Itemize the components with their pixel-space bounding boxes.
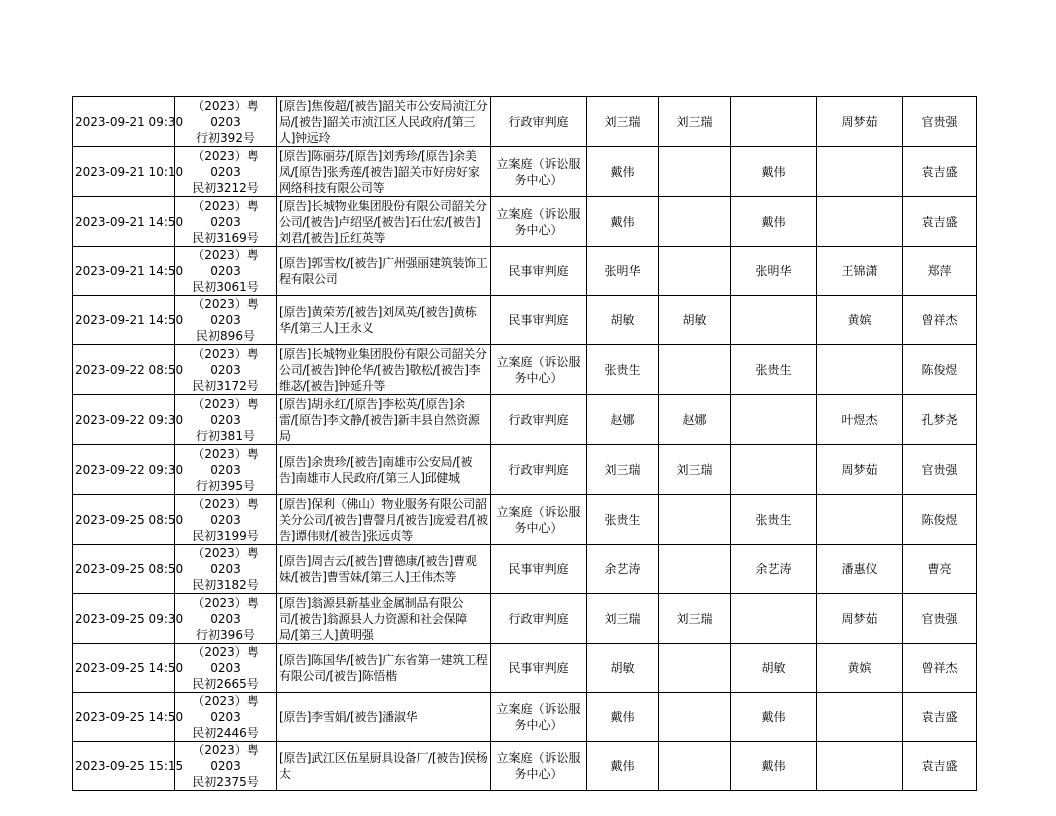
case-number-cell (175, 296, 277, 345)
parties-cell (277, 197, 491, 247)
case-number-line: 民初2375号 (192, 775, 259, 789)
tribunal-cell (491, 296, 587, 345)
case-number-cell (175, 197, 277, 247)
judge-cell (587, 742, 659, 791)
assistant-text: 周梦茹 (841, 462, 878, 477)
judge-cell (587, 197, 659, 247)
case-number-cell (175, 545, 277, 594)
assistant-judge-cell (731, 296, 817, 345)
parties-text: [原告]黄荣芳/[被告]刘凤英/[被告]黄栋华/[第三人]王永义 (279, 305, 477, 335)
case-number-line: 民初2665号 (192, 677, 259, 691)
assistant-judge-cell (731, 742, 817, 791)
tribunal-text: 民事审判庭 (508, 264, 569, 278)
hearing-time-cell (73, 742, 184, 791)
parties-cell (277, 395, 491, 445)
clerk-text: 官贵强 (921, 611, 958, 626)
assistant-cell (817, 345, 903, 395)
hearing-time-text: 2023-09-22 09:30 (75, 462, 184, 477)
assistant-cell (817, 594, 903, 644)
clerk-cell (903, 445, 977, 495)
parties-text: [原告]余贵珍/[被告]南雄市公安局/[被告]南雄市人民政府/[第三人]邱健城 (279, 454, 473, 485)
clerk-cell (903, 97, 977, 147)
clerk-text: 曾祥杰 (921, 313, 958, 327)
table-row (73, 495, 977, 545)
parties-cell (277, 742, 491, 791)
clerk-cell (903, 644, 977, 693)
case-number-cell (175, 693, 277, 742)
clerk-cell (903, 545, 977, 594)
assistant-judge-cell (731, 693, 817, 742)
hearing-time-text: 2023-09-22 09:30 (75, 412, 184, 427)
presiding-judge-cell (659, 545, 731, 594)
presiding-judge-cell (659, 594, 731, 644)
table-row (73, 197, 977, 247)
presiding-judge-cell (659, 693, 731, 742)
clerk-text: 袁吉盛 (921, 214, 958, 229)
judge-text: 戴伟 (610, 164, 635, 179)
clerk-cell (903, 594, 977, 644)
case-number-line: （2023）粤0203 (192, 496, 259, 527)
case-number-line: 民初3199号 (192, 528, 259, 543)
hearing-time-cell (73, 495, 184, 545)
hearing-time-cell (73, 545, 184, 594)
presiding-judge-cell (659, 147, 731, 197)
hearing-time-cell (73, 247, 184, 296)
assistant-judge-text: 戴伟 (761, 710, 786, 724)
parties-cell (277, 97, 491, 147)
assistant-judge-cell (731, 147, 817, 197)
assistant-text: 黄嫔 (847, 313, 872, 327)
presiding-judge-cell (659, 197, 731, 247)
clerk-cell (903, 197, 977, 247)
tribunal-cell (491, 97, 587, 147)
hearing-time-text: 2023-09-21 09:30 (75, 114, 184, 129)
table-row (73, 644, 977, 693)
clerk-cell (903, 693, 977, 742)
assistant-judge-text: 戴伟 (761, 164, 786, 179)
assistant-text: 周梦茹 (841, 114, 878, 129)
hearing-time-text: 2023-09-25 08:50 (75, 562, 184, 576)
assistant-judge-text: 戴伟 (761, 214, 786, 229)
case-number-cell (175, 345, 277, 395)
parties-text: [原告]胡永红/[原告]李松英/[原告]余雷/[原告]李文静/[被告]新丰县自然资源局 (279, 396, 480, 443)
table-row (73, 296, 977, 345)
case-number-line: （2023）粤0203 (192, 248, 259, 278)
table-row (73, 345, 977, 395)
case-number-line: （2023）粤0203 (192, 595, 259, 626)
judge-cell (587, 594, 659, 644)
assistant-judge-cell (731, 594, 817, 644)
presiding-judge-cell (659, 395, 731, 445)
case-number-line: 民初3172号 (192, 378, 259, 393)
presiding-judge-text: 胡敏 (682, 313, 707, 327)
judge-cell (587, 345, 659, 395)
assistant-judge-cell (731, 345, 817, 395)
judge-text: 余艺涛 (604, 562, 641, 576)
parties-text: [原告]周吉云/[被告]曹德康/[被告]曹观妹/[被告]曹雪妹/[第三人]王伟杰等 (279, 554, 477, 584)
presiding-judge-cell (659, 644, 731, 693)
parties-cell (277, 693, 491, 742)
judge-cell (587, 445, 659, 495)
judge-text: 胡敏 (610, 661, 635, 675)
clerk-text: 袁吉盛 (921, 759, 958, 773)
case-number-cell (175, 97, 277, 147)
case-number-line: （2023）粤0203 (192, 743, 259, 773)
hearing-time-cell (73, 345, 184, 395)
assistant-text: 黄嫔 (847, 661, 872, 675)
judge-text: 胡敏 (610, 313, 635, 327)
tribunal-cell (491, 742, 587, 791)
tribunal-text: 行政审判庭 (508, 462, 569, 477)
tribunal-cell (491, 197, 587, 247)
judge-text: 戴伟 (610, 759, 635, 773)
parties-cell (277, 594, 491, 644)
assistant-cell (817, 97, 903, 147)
assistant-judge-cell (731, 97, 817, 147)
case-number-line: （2023）粤0203 (192, 148, 259, 179)
judge-text: 戴伟 (610, 214, 635, 229)
table-row (73, 545, 977, 594)
assistant-judge-cell (731, 247, 817, 296)
case-number-line: （2023）粤0203 (192, 446, 259, 477)
case-number-line: 行初392号 (196, 130, 255, 145)
assistant-judge-cell (731, 545, 817, 594)
clerk-cell (903, 395, 977, 445)
parties-cell (277, 445, 491, 495)
case-number-cell (175, 395, 277, 445)
case-number-cell (175, 247, 277, 296)
case-number-line: （2023）粤0203 (192, 396, 259, 427)
table-row (73, 693, 977, 742)
assistant-cell (817, 693, 903, 742)
parties-text: [原告]武江区伍星厨具设备厂/[被告]侯杨太 (279, 751, 488, 781)
case-number-line: （2023）粤0203 (192, 98, 259, 129)
clerk-text: 袁吉盛 (921, 164, 958, 179)
hearing-time-text: 2023-09-22 08:50 (75, 362, 184, 377)
judge-text: 张明华 (604, 264, 641, 278)
judge-cell (587, 147, 659, 197)
hearing-time-text: 2023-09-25 08:50 (75, 512, 184, 527)
assistant-cell (817, 247, 903, 296)
case-number-line: （2023）粤0203 (192, 198, 259, 229)
judge-cell (587, 296, 659, 345)
assistant-judge-cell (731, 395, 817, 445)
parties-text: [原告]焦俊超/[被告]韶关市公安局浈江分局/[被告]韶关市浈江区人民政府/[第三人]钟远玲 (279, 98, 488, 145)
judge-cell (587, 693, 659, 742)
hearing-time-cell (73, 644, 184, 693)
case-number-cell (175, 445, 277, 495)
hearing-time-cell (73, 147, 184, 197)
assistant-cell (817, 495, 903, 545)
parties-cell (277, 644, 491, 693)
parties-text: [原告]陈丽芬/[原告]刘秀珍/[原告]余美凤/[原告]张秀莲/[被告]韶关市好房好家网络科技有限公司等 (279, 148, 480, 195)
tribunal-text: 民事审判庭 (508, 313, 569, 327)
clerk-text: 陈俊煜 (921, 512, 958, 527)
presiding-judge-cell (659, 495, 731, 545)
tribunal-text: 行政审判庭 (508, 611, 569, 626)
assistant-cell (817, 445, 903, 495)
assistant-judge-cell (731, 644, 817, 693)
case-number-line: 行初395号 (196, 478, 255, 493)
hearing-time-cell (73, 296, 184, 345)
assistant-judge-text: 胡敏 (761, 661, 786, 675)
tribunal-cell (491, 247, 587, 296)
case-number-line: （2023）粤0203 (192, 346, 259, 377)
presiding-judge-text: 赵娜 (682, 412, 707, 427)
hearing-time-cell (73, 197, 184, 247)
hearing-time-text: 2023-09-21 10:10 (75, 164, 184, 179)
hearing-time-cell (73, 693, 184, 742)
parties-cell (277, 147, 491, 197)
case-number-line: （2023）粤0203 (192, 546, 259, 576)
hearing-time-text: 2023-09-25 14:50 (75, 661, 184, 675)
case-number-line: 民初3169号 (192, 230, 259, 245)
table-row (73, 247, 977, 296)
assistant-text: 叶煜杰 (841, 412, 878, 427)
presiding-judge-cell (659, 247, 731, 296)
judge-cell (587, 247, 659, 296)
parties-text: [原告]陈国华/[被告]广东省第一建筑工程有限公司/[被告]陈悟楷 (279, 653, 488, 683)
hearing-time-text: 2023-09-25 09:30 (75, 611, 184, 626)
tribunal-text: 民事审判庭 (508, 562, 569, 576)
presiding-judge-cell (659, 445, 731, 495)
tribunal-text: 立案庭（诉讼服务中心） (496, 156, 581, 187)
hearing-time-cell (73, 445, 184, 495)
parties-text: [原告]保利（佛山）物业服务有限公司韶关分公司/[被告]曹謦月/[被告]庞爱君/[被告]谭伟财/[被告]张远贞等 (279, 496, 488, 543)
case-number-cell (175, 742, 277, 791)
tribunal-text: 行政审判庭 (508, 114, 569, 129)
hearing-time-cell (73, 97, 184, 147)
clerk-text: 陈俊煜 (921, 362, 958, 377)
case-number-line: 民初3182号 (192, 578, 259, 592)
assistant-text: 周梦茹 (841, 611, 878, 626)
assistant-cell (817, 147, 903, 197)
presiding-judge-cell (659, 742, 731, 791)
tribunal-text: 立案庭（诉讼服务中心） (496, 504, 581, 535)
presiding-judge-text: 刘三瑞 (676, 611, 713, 626)
parties-cell (277, 545, 491, 594)
case-number-line: 民初2446号 (192, 726, 259, 740)
judge-cell (587, 644, 659, 693)
tribunal-cell (491, 495, 587, 545)
tribunal-cell (491, 395, 587, 445)
clerk-text: 袁吉盛 (921, 710, 958, 724)
clerk-cell (903, 247, 977, 296)
assistant-judge-text: 张贵生 (755, 362, 792, 377)
assistant-judge-cell (731, 197, 817, 247)
assistant-cell (817, 296, 903, 345)
case-number-line: （2023）粤0203 (192, 297, 259, 327)
tribunal-cell (491, 147, 587, 197)
judge-text: 赵娜 (610, 412, 635, 427)
assistant-judge-text: 张贵生 (755, 512, 792, 527)
parties-text: [原告]长城物业集团股份有限公司韶关分公司/[被告]钟伦华/[被告]敬松/[被告]李维苾/[被告]钟延升等 (279, 346, 487, 393)
tribunal-text: 立案庭（诉讼服务中心） (496, 354, 581, 385)
clerk-cell (903, 495, 977, 545)
parties-text: [原告]翁源县新基业金属制品有限公司/[被告]翁源县人力资源和社会保障局/[第三人]黄明强 (279, 595, 468, 642)
presiding-judge-text: 刘三瑞 (676, 462, 713, 477)
hearing-time-text: 2023-09-25 14:50 (75, 710, 184, 724)
case-number-line: 民初3061号 (192, 280, 259, 294)
judge-cell (587, 97, 659, 147)
hearing-time-text: 2023-09-25 15:15 (75, 759, 184, 773)
table-row (73, 97, 977, 147)
parties-cell (277, 296, 491, 345)
tribunal-cell (491, 693, 587, 742)
tribunal-text: 立案庭（诉讼服务中心） (496, 702, 581, 732)
clerk-cell (903, 742, 977, 791)
table-row (73, 742, 977, 791)
hearing-time-cell (73, 395, 184, 445)
case-number-cell (175, 644, 277, 693)
case-number-cell (175, 495, 277, 545)
clerk-cell (903, 147, 977, 197)
assistant-judge-text: 戴伟 (761, 759, 786, 773)
assistant-cell (817, 545, 903, 594)
presiding-judge-cell (659, 97, 731, 147)
judge-text: 张贵生 (604, 362, 641, 377)
clerk-text: 孔梦尧 (921, 412, 958, 427)
parties-cell (277, 247, 491, 296)
case-number-line: 行初381号 (196, 428, 255, 443)
case-number-cell (175, 147, 277, 197)
tribunal-cell (491, 345, 587, 395)
judge-text: 刘三瑞 (604, 611, 641, 626)
presiding-judge-text: 刘三瑞 (676, 114, 713, 129)
judge-cell (587, 545, 659, 594)
presiding-judge-cell (659, 345, 731, 395)
clerk-cell (903, 296, 977, 345)
assistant-text: 王锦潇 (841, 264, 878, 278)
table-row (73, 395, 977, 445)
clerk-text: 官贵强 (921, 462, 958, 477)
hearing-time-text: 2023-09-21 14:50 (75, 313, 184, 327)
tribunal-text: 立案庭（诉讼服务中心） (496, 206, 581, 237)
assistant-judge-cell (731, 495, 817, 545)
case-number-line: （2023）粤0203 (192, 645, 259, 675)
clerk-text: 曹亮 (927, 562, 952, 576)
clerk-text: 曾祥杰 (921, 661, 958, 675)
parties-cell (277, 345, 491, 395)
hearing-schedule-table (72, 96, 977, 791)
assistant-judge-text: 余艺涛 (755, 562, 792, 576)
assistant-judge-text: 张明华 (755, 264, 792, 278)
tribunal-cell (491, 545, 587, 594)
hearing-time-text: 2023-09-21 14:50 (75, 264, 184, 278)
parties-text: [原告]郭雪枚/[被告]广州强丽建筑装饰工程有限公司 (279, 256, 488, 286)
case-number-line: 民初896号 (196, 329, 255, 343)
tribunal-cell (491, 445, 587, 495)
judge-cell (587, 495, 659, 545)
assistant-cell (817, 197, 903, 247)
tribunal-text: 行政审判庭 (508, 412, 569, 427)
judge-text: 刘三瑞 (604, 462, 641, 477)
case-number-cell (175, 594, 277, 644)
tribunal-cell (491, 644, 587, 693)
parties-cell (277, 495, 491, 545)
clerk-cell (903, 345, 977, 395)
case-number-line: 行初396号 (196, 627, 255, 642)
case-number-line: （2023）粤0203 (192, 694, 259, 724)
table-row (73, 594, 977, 644)
clerk-text: 郑萍 (927, 264, 952, 278)
tribunal-text: 立案庭（诉讼服务中心） (496, 751, 581, 781)
assistant-cell (817, 742, 903, 791)
judge-text: 戴伟 (610, 710, 635, 724)
judge-text: 张贵生 (604, 512, 641, 527)
hearing-time-text: 2023-09-21 14:50 (75, 214, 184, 229)
tribunal-cell (491, 594, 587, 644)
tribunal-text: 民事审判庭 (508, 661, 569, 675)
case-number-line: 民初3212号 (192, 180, 259, 195)
assistant-judge-cell (731, 445, 817, 495)
table-row (73, 445, 977, 495)
judge-text: 刘三瑞 (604, 114, 641, 129)
table-row (73, 147, 977, 197)
presiding-judge-cell (659, 296, 731, 345)
parties-text: [原告]李雪娟/[被告]潘淑华 (279, 710, 418, 724)
judge-cell (587, 395, 659, 445)
parties-text: [原告]长城物业集团股份有限公司韶关分公司/[被告]卢绍坚/[被告]石仕宏/[被告]刘君/[被告]丘红英等 (279, 198, 487, 245)
assistant-cell (817, 395, 903, 445)
assistant-cell (817, 644, 903, 693)
assistant-text: 潘惠仪 (841, 562, 878, 576)
hearing-time-cell (73, 594, 184, 644)
clerk-text: 官贵强 (921, 114, 958, 129)
